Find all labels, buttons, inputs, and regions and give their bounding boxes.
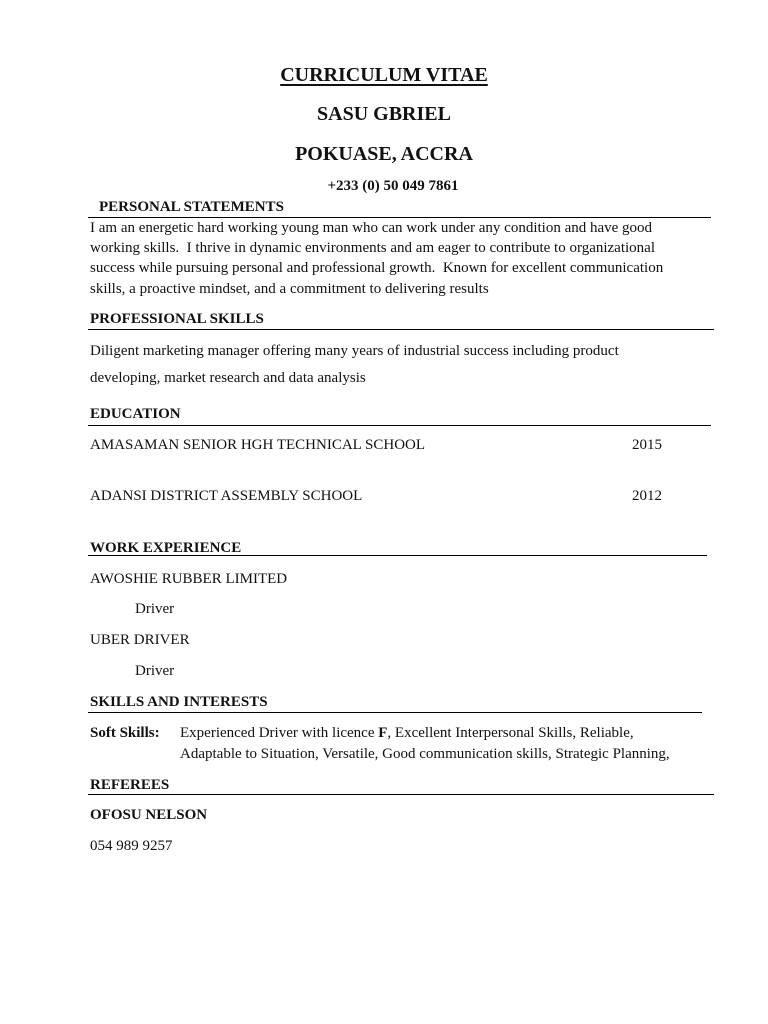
soft-skills-text: , Excellent Interpersonal Skills, Reliable, (387, 725, 634, 741)
personal-statement-line: skills, a proactive mindset, and a commitment to delivering results (90, 281, 489, 297)
personal-statement-line: success while pursuing personal and professional growth. Known for excellent communication (90, 260, 664, 276)
professional-skills-heading: PROFESSIONAL SKILLS (90, 311, 264, 327)
education-school: ADANSI DISTRICT ASSEMBLY SCHOOL (90, 488, 363, 504)
education-year: 2015 (632, 437, 662, 453)
work-role: Driver (135, 663, 175, 679)
education-school: AMASAMAN SENIOR HGH TECHNICAL SCHOOL (90, 437, 426, 453)
personal-statements-heading: PERSONAL STATEMENTS (99, 199, 284, 215)
soft-skills-line: Adaptable to Situation, Versatile, Good communication skills, Strategic Planning, (180, 746, 670, 762)
candidate-phone: +233 (0) 50 049 7861 (327, 178, 459, 194)
professional-skills-line: Diligent marketing manager offering many years of industrial success including product (90, 343, 619, 359)
professional-skills-line: developing, market research and data analysis (90, 370, 366, 386)
work-experience-rule (88, 555, 707, 556)
candidate-name: SASU GBRIEL (317, 103, 451, 125)
referees-rule (88, 794, 714, 795)
document-title: CURRICULUM VITAE (280, 64, 488, 86)
referee-phone: 054 989 9257 (90, 838, 173, 854)
soft-skills-text: Experienced Driver with licence (180, 725, 379, 741)
soft-skills-line (180, 724, 634, 742)
work-company: AWOSHIE RUBBER LIMITED (90, 571, 288, 587)
education-rule (88, 425, 711, 426)
professional-skills-rule (88, 329, 714, 330)
personal-statements-rule (88, 217, 711, 218)
education-heading: EDUCATION (90, 406, 181, 422)
candidate-location: POKUASE, ACCRA (295, 143, 473, 165)
licence-class: F (378, 725, 388, 741)
referees-heading: REFEREES (90, 777, 170, 793)
soft-skills-label: Soft Skills: (90, 725, 160, 741)
work-company: UBER DRIVER (90, 632, 190, 648)
work-role: Driver (135, 601, 175, 617)
skills-interests-rule (88, 712, 702, 713)
education-year: 2012 (632, 488, 662, 504)
work-experience-heading: WORK EXPERIENCE (90, 540, 242, 556)
personal-statement-line: I am an energetic hard working young man who can work under any condition and have good (90, 220, 653, 236)
personal-statement-line: working skills. I thrive in dynamic environments and am eager to contribute to organizational (90, 240, 655, 256)
referee-name: OFOSU NELSON (90, 807, 208, 823)
skills-interests-heading: SKILLS AND INTERESTS (90, 694, 268, 710)
